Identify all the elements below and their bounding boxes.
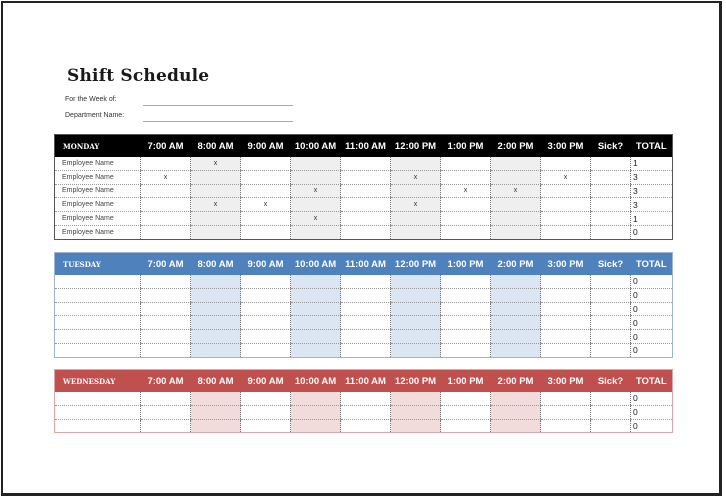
shift-cell[interactable] bbox=[541, 392, 591, 405]
column-header: 1:00 PM bbox=[441, 253, 491, 276]
shift-cell[interactable] bbox=[191, 392, 241, 405]
shift-cell[interactable] bbox=[191, 212, 241, 226]
shift-cell[interactable] bbox=[391, 184, 441, 198]
shift-cell[interactable] bbox=[241, 225, 291, 239]
table-row bbox=[55, 212, 673, 226]
table-row bbox=[55, 157, 673, 170]
shift-cell[interactable] bbox=[541, 343, 591, 357]
employee-name-cell[interactable]: Employee Name bbox=[55, 198, 141, 212]
shift-cell[interactable] bbox=[591, 275, 631, 288]
table-row bbox=[55, 343, 673, 357]
shift-cell[interactable] bbox=[141, 184, 191, 198]
employee-name-cell[interactable] bbox=[55, 316, 141, 330]
employee-name-cell[interactable] bbox=[55, 288, 141, 302]
total-cell: 0 bbox=[631, 275, 673, 288]
shift-cell[interactable] bbox=[491, 198, 541, 212]
column-header: Sick? bbox=[591, 253, 631, 276]
shift-cell[interactable] bbox=[341, 184, 391, 198]
total-cell: 0 bbox=[631, 392, 673, 405]
shift-cell[interactable] bbox=[341, 392, 391, 405]
shift-cell[interactable] bbox=[141, 157, 191, 170]
shift-cell[interactable] bbox=[141, 343, 191, 357]
column-header: 9:00 AM bbox=[241, 135, 291, 158]
shift-cell[interactable] bbox=[191, 330, 241, 344]
shift-cell[interactable] bbox=[341, 288, 391, 302]
shift-cell[interactable] bbox=[541, 184, 591, 198]
shift-cell[interactable] bbox=[441, 343, 491, 357]
shift-cell[interactable] bbox=[441, 302, 491, 316]
column-header: 12:00 PM bbox=[391, 135, 441, 158]
header-row bbox=[55, 253, 673, 276]
header-row bbox=[55, 135, 673, 158]
shift-cell[interactable] bbox=[391, 392, 441, 405]
shift-cell[interactable]: x bbox=[291, 212, 341, 226]
shift-cell[interactable] bbox=[241, 275, 291, 288]
shift-cell[interactable] bbox=[191, 405, 241, 419]
shift-cell[interactable]: x bbox=[391, 198, 441, 212]
shift-cell[interactable]: x bbox=[141, 170, 191, 184]
shift-cell[interactable] bbox=[591, 198, 631, 212]
day-label: TUESDAY bbox=[55, 253, 141, 276]
employee-name-cell[interactable] bbox=[55, 330, 141, 344]
shift-cell[interactable] bbox=[141, 330, 191, 344]
shift-cell[interactable] bbox=[291, 275, 341, 288]
column-header: 11:00 AM bbox=[341, 370, 391, 393]
shift-cell[interactable] bbox=[391, 343, 441, 357]
day-label: WEDNESDAY bbox=[55, 370, 141, 393]
shift-cell[interactable] bbox=[591, 170, 631, 184]
shift-cell[interactable] bbox=[391, 157, 441, 170]
shift-cell[interactable] bbox=[491, 343, 541, 357]
shift-cell[interactable] bbox=[141, 198, 191, 212]
shift-cell[interactable] bbox=[441, 157, 491, 170]
table-row bbox=[55, 288, 673, 302]
shift-cell[interactable] bbox=[291, 316, 341, 330]
employee-name-cell[interactable]: Employee Name bbox=[55, 184, 141, 198]
shift-cell[interactable] bbox=[391, 225, 441, 239]
shift-cell[interactable] bbox=[491, 225, 541, 239]
shift-cell[interactable] bbox=[591, 288, 631, 302]
shift-cell[interactable] bbox=[141, 302, 191, 316]
shift-cell[interactable] bbox=[241, 343, 291, 357]
shift-cell[interactable] bbox=[441, 288, 491, 302]
schedule-table-monday bbox=[54, 134, 673, 240]
shift-cell[interactable] bbox=[591, 212, 631, 226]
shift-cell[interactable] bbox=[241, 302, 291, 316]
shift-cell[interactable] bbox=[291, 198, 341, 212]
shift-cell[interactable] bbox=[291, 419, 341, 433]
total-cell: 0 bbox=[631, 419, 673, 433]
column-header: 2:00 PM bbox=[491, 370, 541, 393]
shift-cell[interactable] bbox=[441, 170, 491, 184]
shift-cell[interactable] bbox=[291, 288, 341, 302]
shift-cell[interactable] bbox=[591, 184, 631, 198]
shift-cell[interactable] bbox=[491, 392, 541, 405]
shift-cell[interactable] bbox=[191, 184, 241, 198]
shift-cell[interactable] bbox=[241, 184, 291, 198]
shift-cell[interactable] bbox=[341, 275, 391, 288]
table-row bbox=[55, 225, 673, 239]
column-header: 12:00 PM bbox=[391, 370, 441, 393]
shift-cell[interactable] bbox=[541, 302, 591, 316]
shift-cell[interactable] bbox=[441, 198, 491, 212]
shift-cell[interactable]: x bbox=[541, 170, 591, 184]
shift-cell[interactable] bbox=[391, 419, 441, 433]
shift-cell[interactable] bbox=[341, 330, 391, 344]
shift-cell[interactable] bbox=[141, 225, 191, 239]
week-of-field[interactable] bbox=[143, 105, 293, 106]
shift-cell[interactable] bbox=[291, 392, 341, 405]
employee-name-cell[interactable]: Employee Name bbox=[55, 157, 141, 170]
shift-cell[interactable] bbox=[541, 330, 591, 344]
shift-cell[interactable] bbox=[141, 405, 191, 419]
shift-cell[interactable] bbox=[491, 419, 541, 433]
employee-name-cell[interactable]: Employee Name bbox=[55, 212, 141, 226]
table-row bbox=[55, 316, 673, 330]
header-row bbox=[55, 370, 673, 393]
column-header: 12:00 PM bbox=[391, 253, 441, 276]
column-header: 9:00 AM bbox=[241, 370, 291, 393]
total-cell: 0 bbox=[631, 343, 673, 357]
shift-cell[interactable] bbox=[391, 405, 441, 419]
column-header: 2:00 PM bbox=[491, 135, 541, 158]
shift-cell[interactable]: x bbox=[391, 170, 441, 184]
shift-cell[interactable] bbox=[541, 288, 591, 302]
column-header: TOTAL bbox=[631, 253, 673, 276]
shift-cell[interactable] bbox=[591, 405, 631, 419]
shift-cell[interactable] bbox=[241, 288, 291, 302]
total-cell: 3 bbox=[631, 184, 673, 198]
shift-cell[interactable] bbox=[241, 419, 291, 433]
column-header: 11:00 AM bbox=[341, 253, 391, 276]
shift-cell[interactable] bbox=[441, 392, 491, 405]
week-of-label: For the Week of: bbox=[65, 96, 117, 103]
shift-cell[interactable] bbox=[441, 225, 491, 239]
column-header: 3:00 PM bbox=[541, 135, 591, 158]
shift-cell[interactable] bbox=[191, 225, 241, 239]
shift-cell[interactable] bbox=[541, 212, 591, 226]
shift-cell[interactable] bbox=[591, 302, 631, 316]
table-row bbox=[55, 392, 673, 405]
column-header: Sick? bbox=[591, 135, 631, 158]
column-header: 10:00 AM bbox=[291, 135, 341, 158]
shift-cell[interactable] bbox=[291, 330, 341, 344]
shift-cell[interactable] bbox=[491, 157, 541, 170]
table-row bbox=[55, 184, 673, 198]
column-header: Sick? bbox=[591, 370, 631, 393]
shift-cell[interactable] bbox=[341, 225, 391, 239]
shift-cell[interactable] bbox=[191, 275, 241, 288]
shift-cell[interactable] bbox=[491, 170, 541, 184]
table-row bbox=[55, 405, 673, 419]
shift-cell[interactable] bbox=[341, 302, 391, 316]
employee-name-cell[interactable] bbox=[55, 419, 141, 433]
table-row bbox=[55, 198, 673, 212]
column-header: 2:00 PM bbox=[491, 253, 541, 276]
column-header: 7:00 AM bbox=[141, 370, 191, 393]
shift-cell[interactable] bbox=[191, 170, 241, 184]
shift-cell[interactable] bbox=[141, 288, 191, 302]
table-row bbox=[55, 419, 673, 433]
shift-cell[interactable] bbox=[391, 212, 441, 226]
shift-cell[interactable] bbox=[391, 330, 441, 344]
shift-cell[interactable] bbox=[241, 157, 291, 170]
shift-cell[interactable] bbox=[441, 419, 491, 433]
table-row bbox=[55, 275, 673, 288]
shift-cell[interactable] bbox=[341, 157, 391, 170]
column-header: TOTAL bbox=[631, 135, 673, 158]
shift-cell[interactable] bbox=[441, 275, 491, 288]
column-header: 7:00 AM bbox=[141, 135, 191, 158]
column-header: 1:00 PM bbox=[441, 135, 491, 158]
shift-cell[interactable] bbox=[291, 157, 341, 170]
shift-cell[interactable] bbox=[191, 302, 241, 316]
shift-cell[interactable] bbox=[541, 225, 591, 239]
shift-cell[interactable] bbox=[541, 157, 591, 170]
shift-cell[interactable] bbox=[441, 316, 491, 330]
column-header: 10:00 AM bbox=[291, 370, 341, 393]
shift-cell[interactable]: x bbox=[191, 157, 241, 170]
employee-name-cell[interactable] bbox=[55, 343, 141, 357]
employee-name-cell[interactable]: Employee Name bbox=[55, 225, 141, 239]
shift-cell[interactable] bbox=[341, 419, 391, 433]
schedule-table-tuesday bbox=[54, 252, 673, 358]
table-row bbox=[55, 302, 673, 316]
shift-cell[interactable] bbox=[441, 330, 491, 344]
shift-cell[interactable] bbox=[191, 288, 241, 302]
shift-cell[interactable]: x bbox=[441, 184, 491, 198]
column-header: 10:00 AM bbox=[291, 253, 341, 276]
total-cell: 0 bbox=[631, 302, 673, 316]
total-cell: 0 bbox=[631, 316, 673, 330]
shift-cell[interactable] bbox=[141, 212, 191, 226]
shift-cell[interactable]: x bbox=[291, 184, 341, 198]
column-header: 8:00 AM bbox=[191, 370, 241, 393]
shift-cell[interactable] bbox=[341, 198, 391, 212]
shift-cell[interactable] bbox=[341, 170, 391, 184]
employee-name-cell[interactable]: Employee Name bbox=[55, 170, 141, 184]
shift-cell[interactable] bbox=[591, 316, 631, 330]
shift-cell[interactable] bbox=[491, 405, 541, 419]
shift-cell[interactable] bbox=[391, 302, 441, 316]
shift-cell[interactable] bbox=[541, 316, 591, 330]
department-name-field[interactable] bbox=[143, 121, 293, 122]
shift-cell[interactable] bbox=[591, 330, 631, 344]
shift-cell[interactable] bbox=[341, 343, 391, 357]
day-label: MONDAY bbox=[55, 135, 141, 158]
shift-cell[interactable] bbox=[391, 275, 441, 288]
shift-cell[interactable] bbox=[591, 343, 631, 357]
shift-cell[interactable] bbox=[391, 316, 441, 330]
employee-name-cell[interactable] bbox=[55, 302, 141, 316]
shift-cell[interactable] bbox=[591, 225, 631, 239]
shift-cell[interactable] bbox=[191, 316, 241, 330]
shift-cell[interactable] bbox=[541, 419, 591, 433]
shift-cell[interactable] bbox=[341, 316, 391, 330]
total-cell: 1 bbox=[631, 157, 673, 170]
shift-cell[interactable]: x bbox=[241, 198, 291, 212]
column-header: 3:00 PM bbox=[541, 253, 591, 276]
shift-cell[interactable]: x bbox=[191, 198, 241, 212]
employee-name-cell[interactable] bbox=[55, 392, 141, 405]
total-cell: 0 bbox=[631, 405, 673, 419]
column-header: TOTAL bbox=[631, 370, 673, 393]
total-cell: 3 bbox=[631, 198, 673, 212]
shift-cell[interactable] bbox=[491, 275, 541, 288]
shift-cell[interactable] bbox=[541, 198, 591, 212]
shift-cell[interactable] bbox=[191, 343, 241, 357]
column-header: 8:00 AM bbox=[191, 253, 241, 276]
shift-cell[interactable] bbox=[541, 275, 591, 288]
shift-cell[interactable] bbox=[291, 343, 341, 357]
shift-cell[interactable]: x bbox=[491, 184, 541, 198]
shift-cell[interactable] bbox=[591, 392, 631, 405]
table-row bbox=[55, 170, 673, 184]
shift-cell[interactable] bbox=[391, 288, 441, 302]
shift-cell[interactable] bbox=[241, 392, 291, 405]
employee-name-cell[interactable] bbox=[55, 405, 141, 419]
shift-cell[interactable] bbox=[491, 288, 541, 302]
employee-name-cell[interactable] bbox=[55, 275, 141, 288]
total-cell: 3 bbox=[631, 170, 673, 184]
shift-cell[interactable] bbox=[241, 405, 291, 419]
shift-cell[interactable] bbox=[491, 316, 541, 330]
shift-cell[interactable] bbox=[441, 405, 491, 419]
shift-cell[interactable] bbox=[141, 316, 191, 330]
shift-cell[interactable] bbox=[541, 405, 591, 419]
page-title: Shift Schedule bbox=[67, 66, 210, 86]
shift-cell[interactable] bbox=[291, 170, 341, 184]
department-name-label: Department Name: bbox=[65, 112, 125, 119]
shift-cell[interactable] bbox=[341, 212, 391, 226]
shift-cell[interactable] bbox=[291, 405, 341, 419]
shift-cell[interactable] bbox=[291, 302, 341, 316]
shift-cell[interactable] bbox=[241, 212, 291, 226]
total-cell: 0 bbox=[631, 330, 673, 344]
shift-cell[interactable] bbox=[141, 419, 191, 433]
shift-cell[interactable] bbox=[441, 212, 491, 226]
column-header: 8:00 AM bbox=[191, 135, 241, 158]
shift-cell[interactable] bbox=[591, 157, 631, 170]
shift-cell[interactable] bbox=[591, 419, 631, 433]
shift-cell[interactable] bbox=[191, 419, 241, 433]
column-header: 3:00 PM bbox=[541, 370, 591, 393]
shift-cell[interactable] bbox=[241, 170, 291, 184]
shift-cell[interactable] bbox=[491, 330, 541, 344]
shift-cell[interactable] bbox=[241, 330, 291, 344]
column-header: 11:00 AM bbox=[341, 135, 391, 158]
total-cell: 0 bbox=[631, 225, 673, 239]
total-cell: 0 bbox=[631, 288, 673, 302]
total-cell: 1 bbox=[631, 212, 673, 226]
shift-cell[interactable] bbox=[241, 316, 291, 330]
shift-cell[interactable] bbox=[141, 392, 191, 405]
shift-cell[interactable] bbox=[141, 275, 191, 288]
shift-cell[interactable] bbox=[341, 405, 391, 419]
schedule-table-wednesday bbox=[54, 369, 673, 433]
shift-cell[interactable] bbox=[491, 212, 541, 226]
column-header: 7:00 AM bbox=[141, 253, 191, 276]
column-header: 9:00 AM bbox=[241, 253, 291, 276]
table-row bbox=[55, 330, 673, 344]
shift-cell[interactable] bbox=[291, 225, 341, 239]
shift-cell[interactable] bbox=[491, 302, 541, 316]
column-header: 1:00 PM bbox=[441, 370, 491, 393]
